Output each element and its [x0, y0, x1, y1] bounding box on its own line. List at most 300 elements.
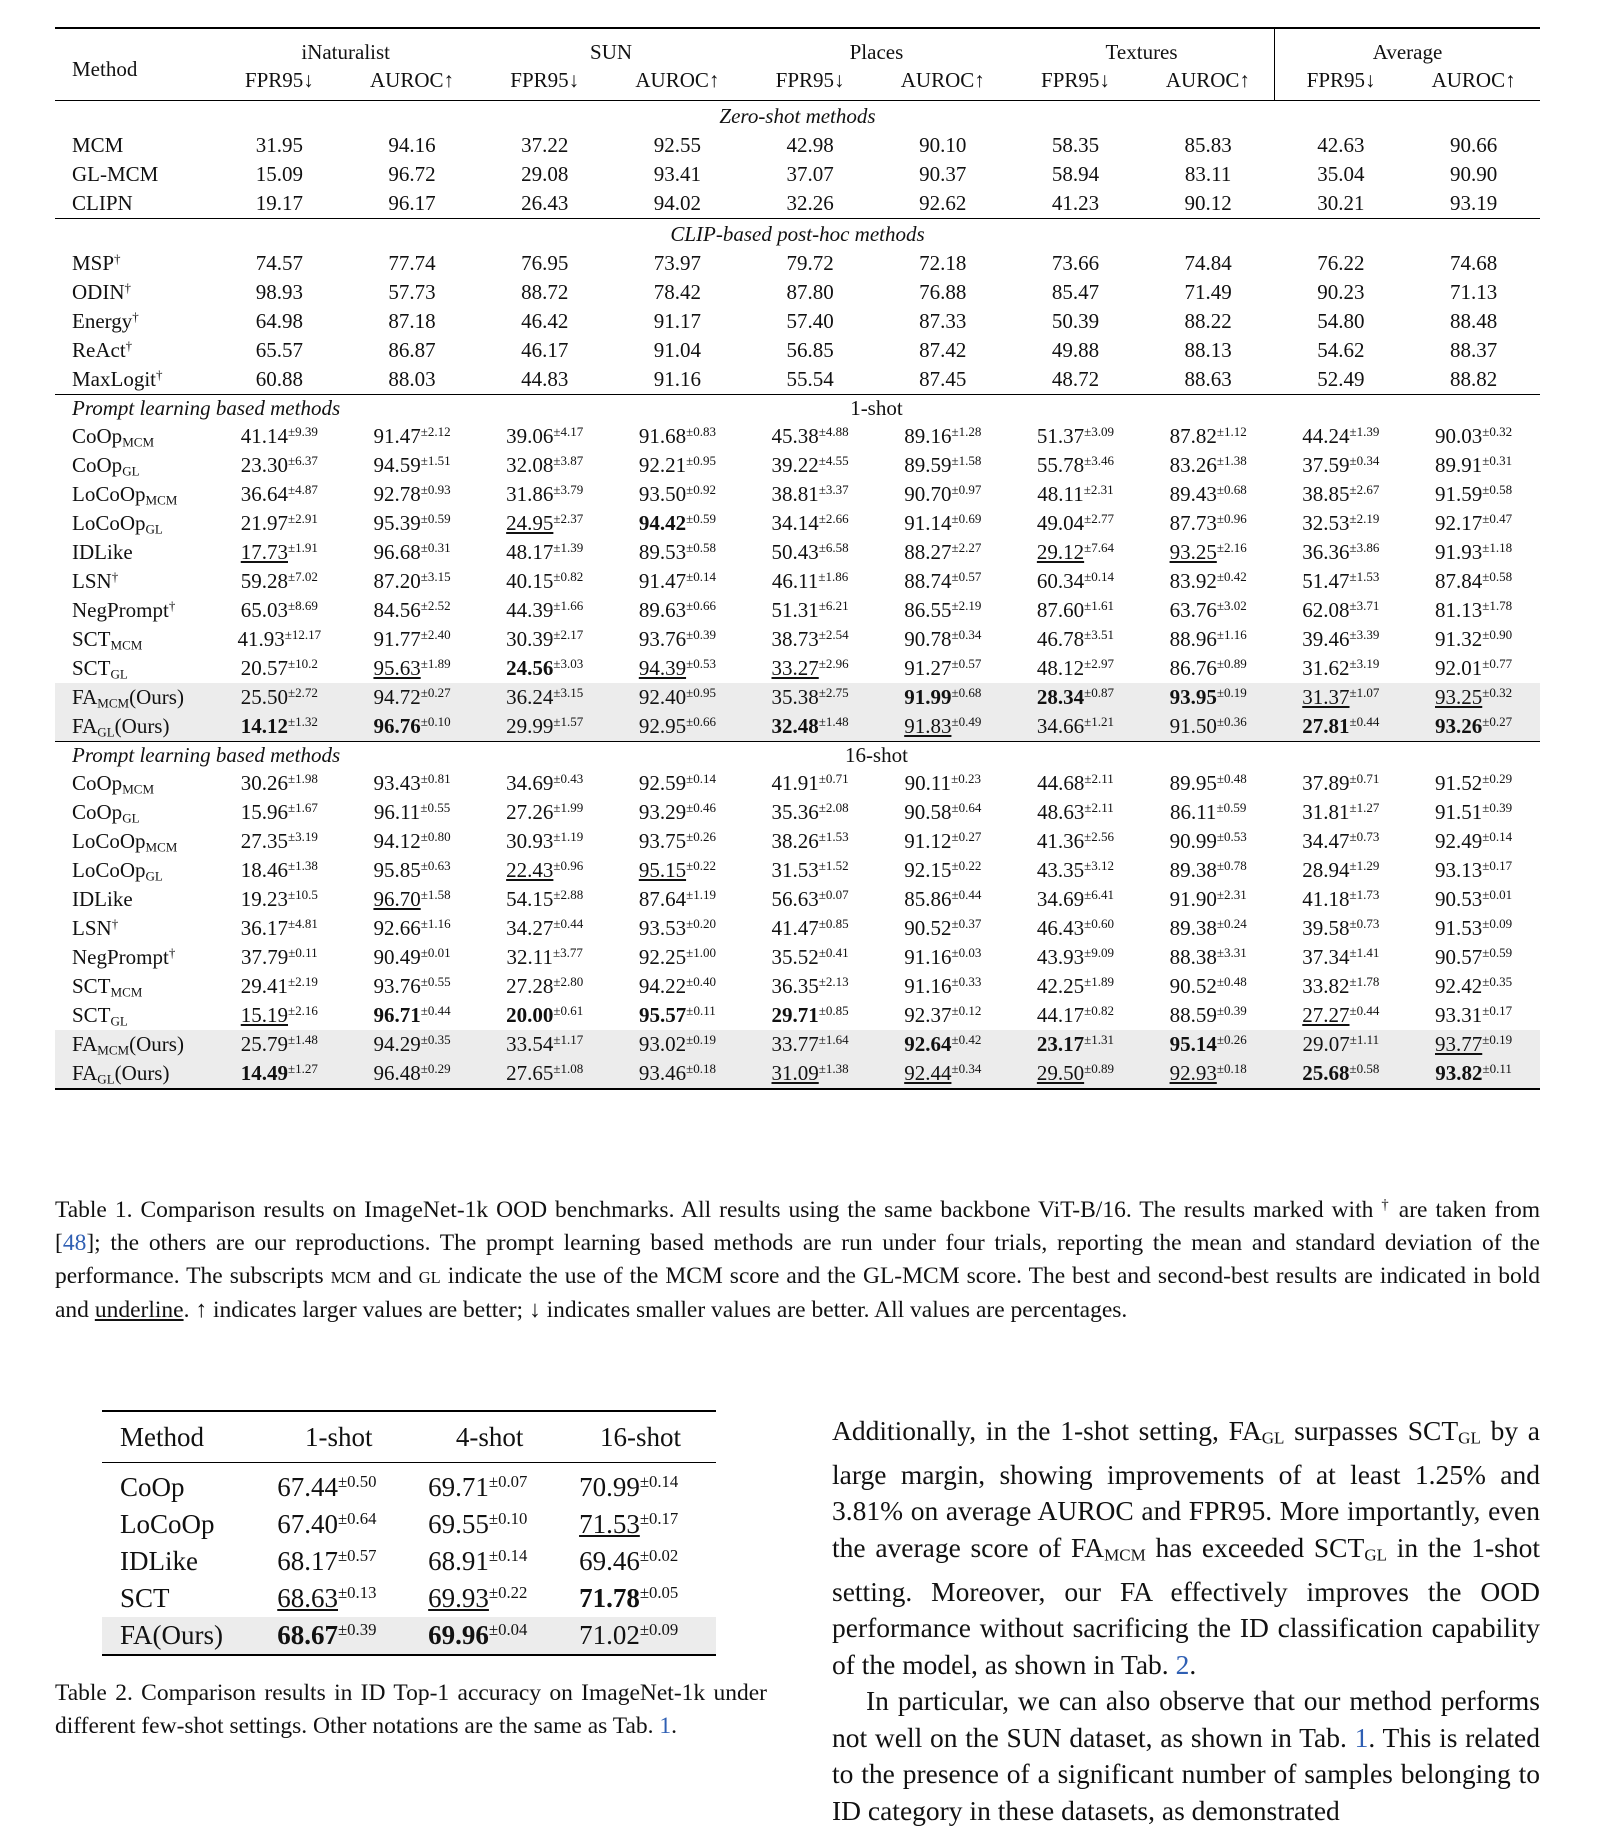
- value-std: ±0.55: [420, 799, 451, 815]
- value-std: ±1.52: [818, 857, 849, 873]
- value-cell: [478, 365, 611, 395]
- value-std: ±1.66: [553, 597, 584, 613]
- value-std: ±0.58: [1482, 568, 1513, 584]
- value-mean: 90.53: [1435, 887, 1483, 911]
- value-std: ±1.48: [288, 1031, 318, 1047]
- value-cell: [1275, 249, 1408, 278]
- value-mean: 32.08: [506, 453, 554, 477]
- value-std: ±1.57: [553, 713, 584, 729]
- value-std: ±0.43: [553, 770, 584, 786]
- table-row: [55, 972, 1540, 1001]
- value-mean: 63.76: [1169, 598, 1217, 622]
- method-subscript: GL: [97, 1071, 115, 1087]
- value-mean: 23.17: [1036, 1032, 1085, 1056]
- value-mean: 62.08: [1302, 598, 1350, 622]
- dataset-header-places: Places: [744, 28, 1009, 66]
- value-std: ±0.11: [1482, 1060, 1512, 1076]
- value-mean: 90.11: [904, 771, 952, 795]
- section-header-row: [55, 219, 1540, 250]
- value-mean: 87.18: [388, 309, 436, 333]
- value-std: ±9.09: [1084, 944, 1115, 960]
- value-mean: 88.37: [1449, 338, 1498, 362]
- value-mean: 44.24: [1302, 424, 1350, 448]
- value-cell: [744, 365, 877, 395]
- method-label: IDLike: [72, 540, 133, 564]
- value-std: ±3.15: [420, 568, 451, 584]
- value-mean: 91.32: [1435, 627, 1483, 651]
- value-mean: 37.79: [240, 945, 289, 969]
- value-cell: [1275, 509, 1408, 538]
- text-run: In particular, we can also observe that our method performs not well on the SUN dataset, as shown in Tab.: [832, 1685, 1540, 1753]
- value-mean: 96.70: [373, 887, 421, 911]
- table-row: [55, 943, 1540, 972]
- value-cell: [1407, 625, 1540, 654]
- shot-header-16: 16-shot: [565, 1411, 716, 1463]
- value-mean: 73.66: [1051, 251, 1100, 275]
- table-ref-link[interactable]: 1: [1354, 1721, 1369, 1753]
- value-mean: 32.26: [786, 191, 834, 215]
- value-cell: [1009, 683, 1142, 712]
- value-mean: 28.34: [1036, 685, 1085, 709]
- value-cell: [744, 160, 877, 189]
- value-mean: 93.76: [638, 627, 687, 651]
- text-run: in the 1-shot setting. Moreover, our FA effectively improves the OOD performance without sacrificing the ID classification capability of the model, as shown in Tab.: [832, 1531, 1540, 1680]
- value-std: ±2.80: [553, 973, 584, 989]
- value-cell: [1407, 827, 1540, 856]
- method-name: [55, 538, 213, 567]
- value-cell: [1275, 683, 1408, 712]
- value-cell: [876, 567, 1009, 596]
- metric-header: FPR95↓: [775, 67, 845, 92]
- dagger-mark: †: [168, 944, 176, 960]
- value-cell: [478, 307, 611, 336]
- value-cell: [744, 538, 877, 567]
- value-cell: [346, 683, 479, 712]
- value-mean: 96.72: [388, 162, 436, 186]
- value-mean: 92.55: [653, 133, 702, 157]
- value-mean: 49.04: [1036, 511, 1085, 535]
- value-mean: 33.77: [771, 1032, 819, 1056]
- value-mean: 93.43: [373, 771, 421, 795]
- value-cell: [213, 509, 346, 538]
- value-mean: 91.77: [373, 627, 421, 651]
- value-std: ±1.21: [1084, 713, 1115, 729]
- value-mean: 96.76: [373, 714, 421, 738]
- value-mean: 92.37: [904, 1003, 952, 1027]
- method-label: SCT: [72, 656, 111, 680]
- value-cell: [346, 827, 479, 856]
- value-mean: 93.95: [1169, 685, 1217, 709]
- value-mean: 23.30: [240, 453, 288, 477]
- method-name: [55, 683, 213, 712]
- table-row: [55, 365, 1540, 395]
- value-std: ±2.67: [1349, 481, 1380, 497]
- value-std: ±0.89: [1216, 655, 1247, 671]
- value-mean: 92.17: [1435, 511, 1483, 535]
- value-std: ±2.17: [553, 626, 584, 642]
- value-cell: [213, 160, 346, 189]
- value-std: ±0.04: [488, 1619, 528, 1639]
- value-mean: 65.03: [240, 598, 288, 622]
- table-1-caption: [55, 1194, 1540, 1327]
- value-mean: 34.69: [1036, 887, 1085, 911]
- value-cell: [346, 422, 479, 451]
- value-std: ±0.14: [1482, 828, 1513, 844]
- table-row: [55, 596, 1540, 625]
- dataset-header-textures: Textures: [1009, 28, 1274, 66]
- value-mean: 89.16: [904, 424, 952, 448]
- value-mean: 39.46: [1302, 627, 1350, 651]
- subscript: GL: [1364, 1545, 1388, 1565]
- value-std: ±4.81: [288, 915, 318, 931]
- value-std: ±0.64: [338, 1508, 377, 1528]
- value-mean: 94.02: [653, 191, 702, 215]
- value-cell: [1142, 596, 1275, 625]
- table-ref-link[interactable]: 2: [1175, 1648, 1190, 1680]
- value-std: ±1.32: [288, 713, 318, 729]
- value-mean: 91.16: [904, 974, 952, 998]
- value-std: ±2.75: [818, 684, 849, 700]
- value-mean: 46.17: [521, 338, 569, 362]
- method-label: CLIPN: [72, 191, 133, 215]
- value-cell: [478, 509, 611, 538]
- value-mean: 92.01: [1435, 656, 1483, 680]
- value-std: ±1.31: [1084, 1031, 1115, 1047]
- table-row: [55, 538, 1540, 567]
- value-mean: 58.94: [1051, 162, 1100, 186]
- value-mean: 26.43: [521, 191, 569, 215]
- table-2: [102, 1410, 716, 1656]
- dataset-header-average: Average: [1275, 28, 1541, 66]
- value-mean: 88.82: [1449, 367, 1498, 391]
- value-std: ±0.24: [1216, 915, 1247, 931]
- value-std: ±0.22: [686, 857, 716, 873]
- value-mean: 90.52: [904, 916, 952, 940]
- value-cell: [611, 827, 744, 856]
- value-mean: 88.96: [1169, 627, 1217, 651]
- value-mean: 31.81: [1302, 800, 1350, 824]
- value-mean: 38.26: [771, 829, 819, 853]
- table-row: [102, 1506, 716, 1543]
- value-mean: 89.38: [1169, 916, 1217, 940]
- value-mean: 31.95: [255, 133, 303, 157]
- value-std: ±0.68: [951, 684, 982, 700]
- value-mean: 29.71: [771, 1003, 819, 1027]
- caption-text: are taken from [: [55, 1197, 1541, 1256]
- method-subscript: GL: [122, 810, 140, 826]
- value-cell: [478, 798, 611, 827]
- value-cell: [1275, 943, 1408, 972]
- value-std: ±0.50: [338, 1471, 377, 1491]
- value-cell: [1275, 798, 1408, 827]
- value-cell: [1009, 827, 1142, 856]
- value-cell: [213, 769, 346, 798]
- paragraph: [832, 1413, 1540, 1683]
- value-cell: [1009, 538, 1142, 567]
- value-mean: 34.69: [506, 771, 554, 795]
- value-mean: 56.63: [771, 887, 819, 911]
- value-mean: 92.42: [1435, 974, 1483, 998]
- value-std: ±0.82: [553, 568, 584, 584]
- value-mean: 92.66: [373, 916, 421, 940]
- value-mean: 98.93: [255, 280, 303, 304]
- value-cell: [1009, 712, 1142, 742]
- value-std: ±1.67: [288, 799, 318, 815]
- value-cell: [1142, 451, 1275, 480]
- value-mean: 88.38: [1169, 945, 1217, 969]
- value-cell: [1009, 307, 1142, 336]
- value-cell: [1009, 160, 1142, 189]
- value-mean: 91.99: [904, 685, 952, 709]
- value-cell: [611, 1059, 744, 1089]
- value-mean: 88.59: [1169, 1003, 1217, 1027]
- value-mean: 93.31: [1435, 1003, 1483, 1027]
- value-mean: 39.22: [771, 453, 819, 477]
- value-cell: [213, 567, 346, 596]
- value-mean: 94.12: [373, 829, 421, 853]
- value-mean: 90.52: [1169, 974, 1217, 998]
- text-run: Additionally, in the 1-shot setting, FA: [832, 1415, 1262, 1446]
- table-2-caption: [55, 1677, 767, 1743]
- value-cell: [263, 1543, 414, 1580]
- value-cell: [744, 596, 877, 625]
- value-mean: 15.19: [240, 1003, 288, 1027]
- dagger-mark: †: [1381, 1197, 1391, 1213]
- value-cell: [1142, 538, 1275, 567]
- value-std: ±0.34: [1349, 452, 1380, 468]
- value-mean: 88.27: [904, 540, 952, 564]
- value-mean: 60.88: [255, 367, 303, 391]
- value-cell: [346, 625, 479, 654]
- table-1-body: [55, 101, 1540, 1090]
- value-mean: 37.07: [786, 162, 834, 186]
- value-cell: [744, 336, 877, 365]
- value-cell: [213, 683, 346, 712]
- value-mean: 87.64: [638, 887, 687, 911]
- value-mean: 27.81: [1302, 714, 1350, 738]
- value-std: ±0.57: [338, 1545, 377, 1565]
- value-cell: [744, 885, 877, 914]
- table-row: [55, 856, 1540, 885]
- value-cell: [346, 885, 479, 914]
- table-ref-link[interactable]: 1: [659, 1713, 672, 1739]
- value-std: ±0.09: [1482, 915, 1513, 931]
- value-mean: 51.31: [771, 598, 819, 622]
- table-row: [55, 131, 1540, 160]
- value-mean: 89.91: [1435, 453, 1483, 477]
- value-cell: [876, 1001, 1009, 1030]
- value-std: ±3.51: [1084, 626, 1115, 642]
- value-mean: 27.27: [1302, 1003, 1350, 1027]
- value-mean: 94.59: [373, 453, 421, 477]
- value-cell: [1009, 567, 1142, 596]
- value-std: ±0.59: [1216, 799, 1247, 815]
- value-mean: 93.25: [1435, 685, 1483, 709]
- value-cell: [1009, 422, 1142, 451]
- value-cell: [1407, 712, 1540, 742]
- value-cell: [213, 422, 346, 451]
- value-cell: [744, 1001, 877, 1030]
- value-std: ±0.35: [420, 1031, 451, 1047]
- value-cell: [213, 131, 346, 160]
- value-std: ±0.29: [1482, 770, 1513, 786]
- value-mean: 29.07: [1302, 1032, 1350, 1056]
- value-mean: 20.00: [506, 1003, 554, 1027]
- value-cell: [414, 1463, 565, 1507]
- value-cell: [1142, 336, 1275, 365]
- value-std: ±0.80: [420, 828, 451, 844]
- value-cell: [1142, 189, 1275, 219]
- value-cell: [263, 1463, 414, 1507]
- table-row: [55, 712, 1540, 742]
- value-mean: 49.88: [1051, 338, 1100, 362]
- value-mean: 39.58: [1302, 916, 1350, 940]
- value-mean: 31.53: [771, 858, 819, 882]
- value-std: ±3.15: [553, 684, 584, 700]
- value-cell: [1407, 972, 1540, 1001]
- method-name: SCT: [120, 1583, 170, 1613]
- value-mean: 14.12: [240, 714, 288, 738]
- value-std: ±0.14: [488, 1545, 528, 1565]
- value-mean: 85.47: [1051, 280, 1100, 304]
- value-cell: [414, 1580, 565, 1617]
- metric-header: AUROC↑: [1165, 67, 1250, 92]
- table-row: [55, 307, 1540, 336]
- value-std: ±3.19: [1349, 655, 1380, 671]
- value-cell: [611, 798, 744, 827]
- value-mean: 69.93: [428, 1583, 489, 1613]
- value-cell: [1275, 596, 1408, 625]
- value-mean: 59.28: [240, 569, 288, 593]
- value-cell: [1275, 972, 1408, 1001]
- value-mean: 86.87: [388, 338, 436, 362]
- body-text-column: [832, 1413, 1540, 1829]
- value-mean: 29.50: [1036, 1061, 1085, 1085]
- value-cell: [213, 914, 346, 943]
- value-std: ±0.13: [338, 1582, 377, 1602]
- subscript: MCM: [1104, 1545, 1146, 1565]
- table-row: [102, 1580, 716, 1617]
- value-mean: 79.72: [786, 251, 834, 275]
- method-label: CoOp: [72, 424, 123, 448]
- section-title: CLIP-based post-hoc methods: [55, 219, 1540, 250]
- value-cell: [1407, 885, 1540, 914]
- method-header: Method: [55, 28, 213, 101]
- value-cell: [414, 1543, 565, 1580]
- value-std: ±1.18: [1482, 539, 1513, 555]
- value-cell: [1009, 596, 1142, 625]
- value-mean: 27.28: [506, 974, 554, 998]
- value-mean: 93.75: [638, 829, 687, 853]
- table-row: [102, 1543, 716, 1580]
- value-mean: 44.39: [506, 598, 554, 622]
- value-std: ±0.19: [1216, 684, 1247, 700]
- value-mean: 87.20: [373, 569, 421, 593]
- value-cell: [478, 827, 611, 856]
- value-std: ±1.27: [1349, 799, 1380, 815]
- value-cell: [1142, 885, 1275, 914]
- method-label: NegPrompt: [72, 598, 169, 622]
- value-mean: 92.59: [638, 771, 687, 795]
- value-mean: 29.41: [240, 974, 288, 998]
- value-mean: 91.47: [373, 424, 421, 448]
- value-std: ±0.03: [951, 944, 982, 960]
- value-cell: [744, 683, 877, 712]
- value-std: ±1.53: [818, 828, 849, 844]
- value-std: ±0.58: [686, 539, 716, 555]
- value-mean: 86.55: [904, 598, 952, 622]
- value-mean: 46.78: [1036, 627, 1085, 651]
- citation-link[interactable]: 48: [62, 1230, 87, 1256]
- value-std: ±4.17: [553, 423, 584, 439]
- value-mean: 64.98: [255, 309, 303, 333]
- caption-text: ]; the others are our reproductions. The prompt learning based methods are run under four trials, reporting the mean and standard deviation of the performance. The subscripts: [55, 1230, 1540, 1289]
- value-std: ±0.07: [818, 886, 849, 902]
- value-mean: 35.52: [771, 945, 819, 969]
- value-mean: 90.66: [1449, 133, 1498, 157]
- value-mean: 94.72: [373, 685, 421, 709]
- dagger-mark: †: [156, 366, 163, 382]
- method-subscript: MCM: [97, 695, 130, 711]
- value-cell: [478, 972, 611, 1001]
- value-mean: 90.37: [919, 162, 967, 186]
- method-label: LoCoOp: [72, 482, 146, 506]
- value-cell: [1142, 509, 1275, 538]
- value-mean: 25.50: [240, 685, 288, 709]
- table-row: [55, 1030, 1540, 1059]
- value-mean: 92.95: [638, 714, 687, 738]
- value-std: ±0.89: [1084, 1060, 1115, 1076]
- value-std: ±0.66: [686, 713, 716, 729]
- value-cell: [478, 480, 611, 509]
- value-cell: [1009, 509, 1142, 538]
- value-cell: [611, 769, 744, 798]
- value-mean: 74.57: [255, 251, 303, 275]
- value-std: ±1.78: [1349, 973, 1380, 989]
- value-cell: [213, 451, 346, 480]
- text-run: . This is related to the presence of a significant number of samples belonging to ID category in these datasets, as demonstrated: [832, 1721, 1540, 1826]
- value-cell: [1275, 769, 1408, 798]
- value-mean: 27.35: [240, 829, 288, 853]
- method-name: [55, 625, 213, 654]
- value-cell: [346, 160, 479, 189]
- metric-header: FPR95↓: [1275, 66, 1408, 101]
- value-cell: [611, 943, 744, 972]
- value-std: ±0.82: [1084, 1002, 1115, 1018]
- value-mean: 46.42: [521, 309, 569, 333]
- value-std: ±0.10: [420, 713, 451, 729]
- value-mean: 68.17: [277, 1546, 338, 1576]
- value-mean: 33.82: [1302, 974, 1350, 998]
- value-cell: [213, 712, 346, 742]
- value-std: ±0.44: [420, 1002, 451, 1018]
- value-mean: 22.43: [506, 858, 554, 882]
- value-mean: 91.52: [1435, 771, 1483, 795]
- value-std: ±0.36: [1216, 713, 1247, 729]
- value-cell: [876, 914, 1009, 943]
- value-mean: 92.49: [1435, 829, 1483, 853]
- value-std: ±0.35: [1482, 973, 1513, 989]
- value-mean: 94.42: [638, 511, 687, 535]
- caption-text: Table 1. Comparison results on ImageNet-1k OOD benchmarks. All results using the same backbone ViT-B/16. The results marked with: [55, 1197, 1382, 1223]
- value-cell: [478, 278, 611, 307]
- value-mean: 88.22: [1184, 309, 1232, 333]
- value-mean: 25.79: [240, 1032, 288, 1056]
- value-std: ±1.17: [553, 1031, 584, 1047]
- method-label: IDLike: [72, 887, 133, 911]
- value-cell: [1275, 480, 1408, 509]
- method-subscript: MCM: [97, 1042, 130, 1058]
